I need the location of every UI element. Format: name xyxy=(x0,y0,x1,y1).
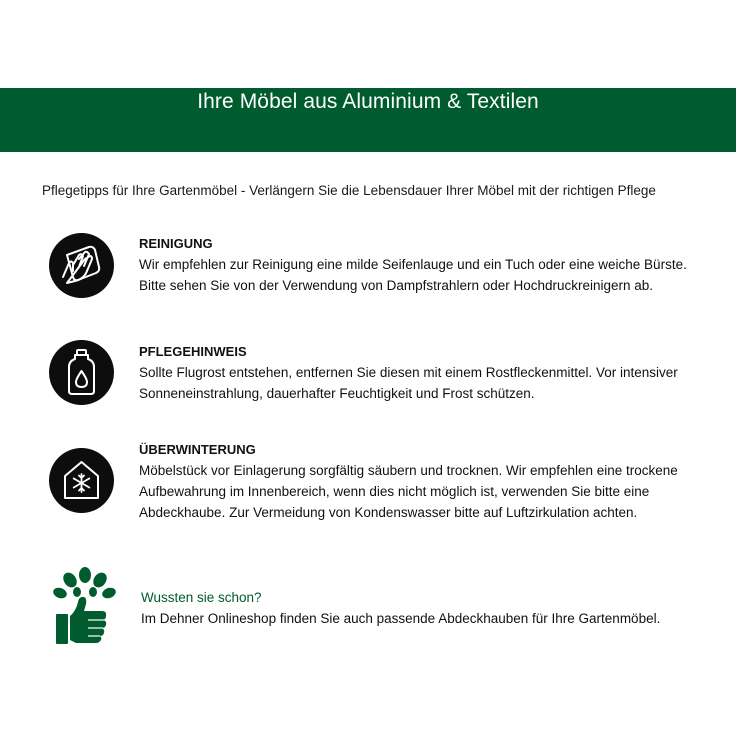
section-line: Sollte Flugrost entstehen, entfernen Sie diesen mit einem Rostfleckenmittel. Vor intensiver xyxy=(139,365,678,380)
section-line: Abdeckhaube. Zur Vermeidung von Kondenswasser bitte auf Luftzirkulation achten. xyxy=(139,505,638,520)
section-line: Wir empfehlen zur Reinigung eine milde Seifenlauge und ein Tuch oder eine weiche Bürste. xyxy=(139,257,687,272)
section-line: Sonneneinstrahlung, dauerhafter Feuchtigkeit und Frost schützen. xyxy=(139,386,535,401)
thumbs-up-tree-icon xyxy=(48,566,118,644)
section-line: Aufbewahrung im Innenbereich, wenn dies nicht möglich ist, verwenden Sie bitte eine xyxy=(139,484,650,499)
section-title: ÜBERWINTERUNG xyxy=(139,442,256,457)
section-line: Bitte sehen Sie von der Verwendung von Dampfstrahlern oder Hochdruckreinigern ab. xyxy=(139,278,654,293)
page-title: Ihre Möbel aus Aluminium & Textilen xyxy=(197,90,539,113)
section-line: Möbelstück vor Einlagerung sorgfältig säubern und trocknen. Wir empfehlen eine trockene xyxy=(139,463,678,478)
tip-title: Wussten sie schon? xyxy=(141,590,262,605)
care-bottle-icon xyxy=(49,340,114,405)
tip-body: Im Dehner Onlineshop finden Sie auch passende Abdeckhauben für Ihre Gartenmöbel. xyxy=(141,611,661,626)
tip-box xyxy=(141,588,660,629)
cleaning-hand-cloth-icon xyxy=(49,233,114,298)
house-snowflake-icon xyxy=(49,448,114,513)
header-banner xyxy=(0,88,736,152)
section-title: PFLEGEHINWEIS xyxy=(139,344,247,359)
section-title: REINIGUNG xyxy=(139,236,213,251)
intro-text: Pflegetipps für Ihre Gartenmöbel - Verlängern Sie die Lebensdauer Ihrer Möbel mit der richtigen Pflege xyxy=(42,183,656,198)
